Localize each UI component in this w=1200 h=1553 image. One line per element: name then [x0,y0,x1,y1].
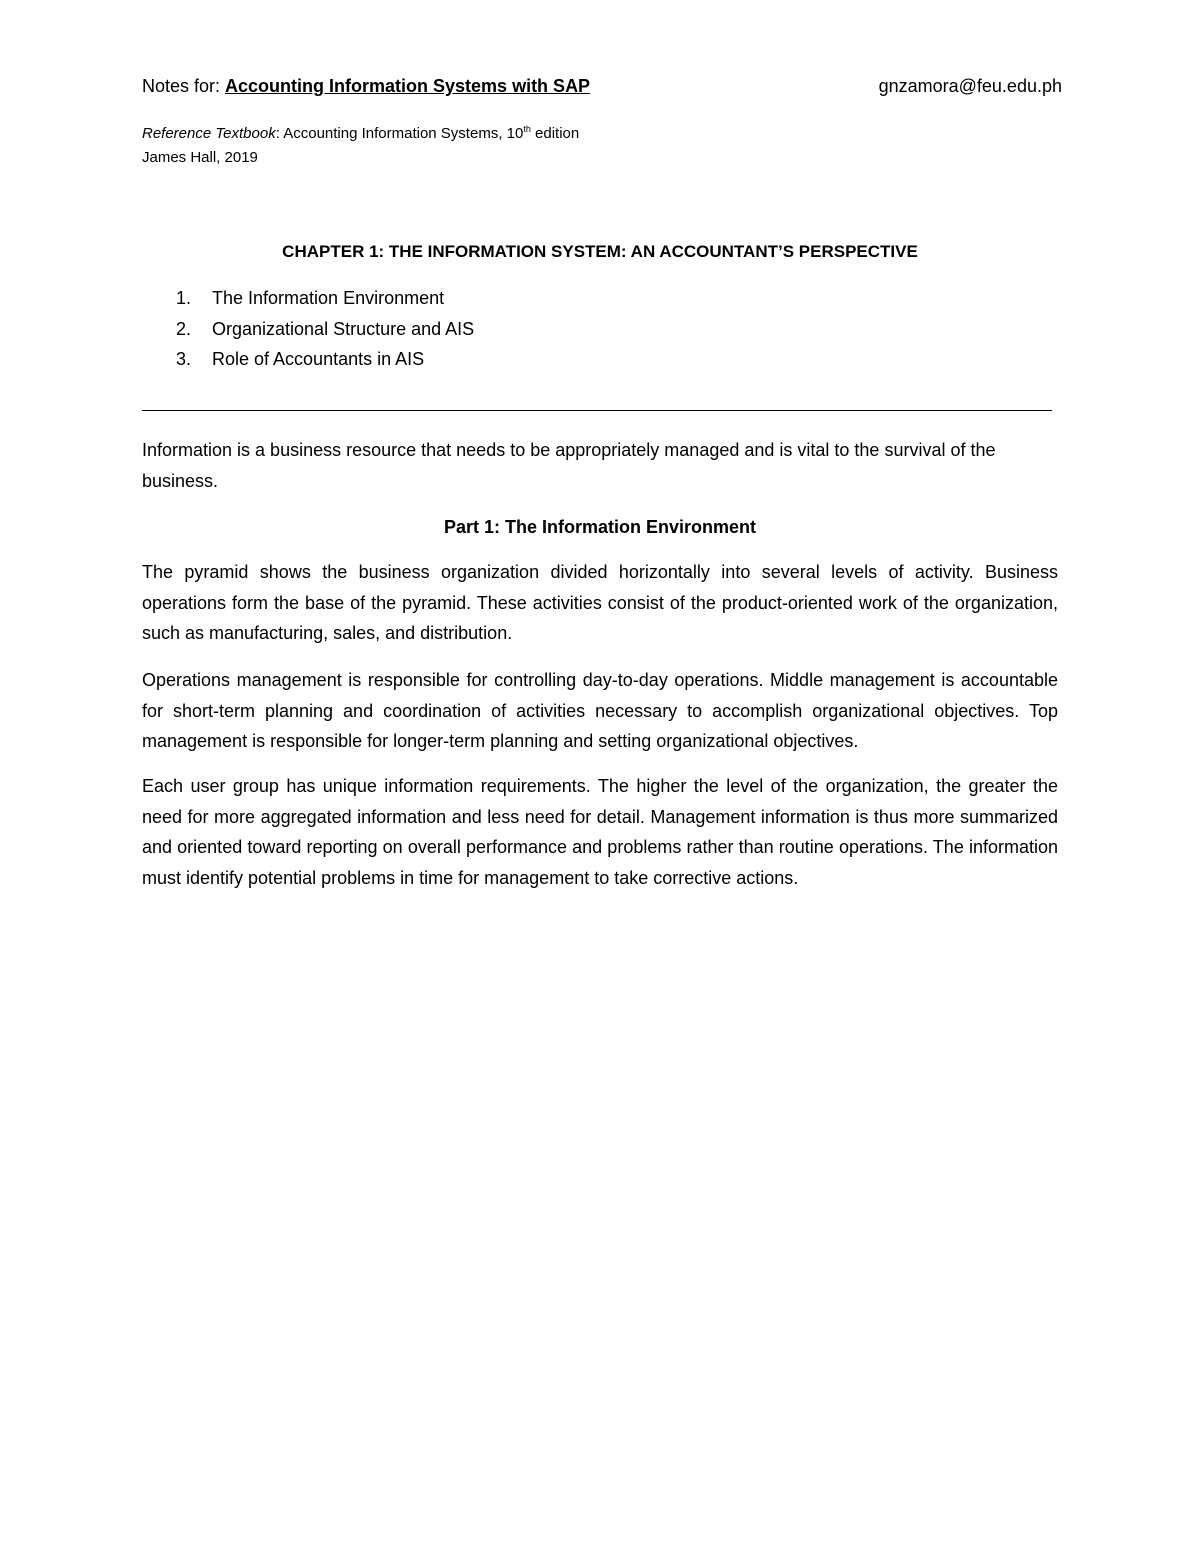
notes-prefix: Notes for: [142,76,226,96]
chapter-title: CHAPTER 1: THE INFORMATION SYSTEM: AN ACCOUNTANT’S PERSPECTIVE [282,242,918,261]
course-title: Accounting Information Systems with SAP [225,76,591,96]
topic-item [176,344,474,375]
topic-number: 3. [176,349,192,369]
topic-item [176,314,474,345]
intro-paragraph: Information is a business resource that needs to be appropriately managed and is vital to the survival of the business. [142,440,996,491]
reference-book: Accounting Information Systems, 10 [283,125,524,142]
topic-number: 2. [176,318,192,339]
topic-label: Organizational Structure and AIS [212,318,475,339]
chapter-topics-list [176,283,474,375]
body-paragraph: Each user group has unique information requirements. The higher the level of the organization, the greater the need for more aggregated information and less need for detail. Management information is thus more summarized and oriented toward reporting on overall performance and problems rather than routine operations. The information must identify potential problems in time for management to take corrective actions. [142,776,1058,888]
body-paragraph: Operations management is responsible for controlling day-to-day operations. Middle management is accountable for short-term planning and coordination of activities necessary to accomplish organizational objectives. Top management is responsible for longer-term planning and setting organizational objectives. [142,670,1058,752]
topic-item [176,283,474,314]
author-year: James Hall, 2019 [142,149,258,166]
topic-label: The Information Environment [212,288,445,308]
reference-block [142,122,842,170]
topic-label: Role of Accountants in AIS [212,349,425,369]
horizontal-divider [142,410,1052,411]
author-email: gnzamora@feu.edu.ph [878,76,1062,96]
page-header [142,73,1062,99]
part-heading: Part 1: The Information Environment [443,517,757,537]
topic-number: 1. [176,288,192,308]
reference-line [142,122,842,146]
reference-label: Reference Textbook [142,125,276,142]
edition-word: edition [530,125,580,142]
reference-colon: : [275,125,284,142]
edition-superscript: th [523,124,531,134]
body-paragraph: The pyramid shows the business organization divided horizontally into several levels of activity. Business operations form the base of the pyramid. These activities consist of the product-oriented work of the organization, such as manufacturing, sales, and distribution. [142,562,1058,644]
